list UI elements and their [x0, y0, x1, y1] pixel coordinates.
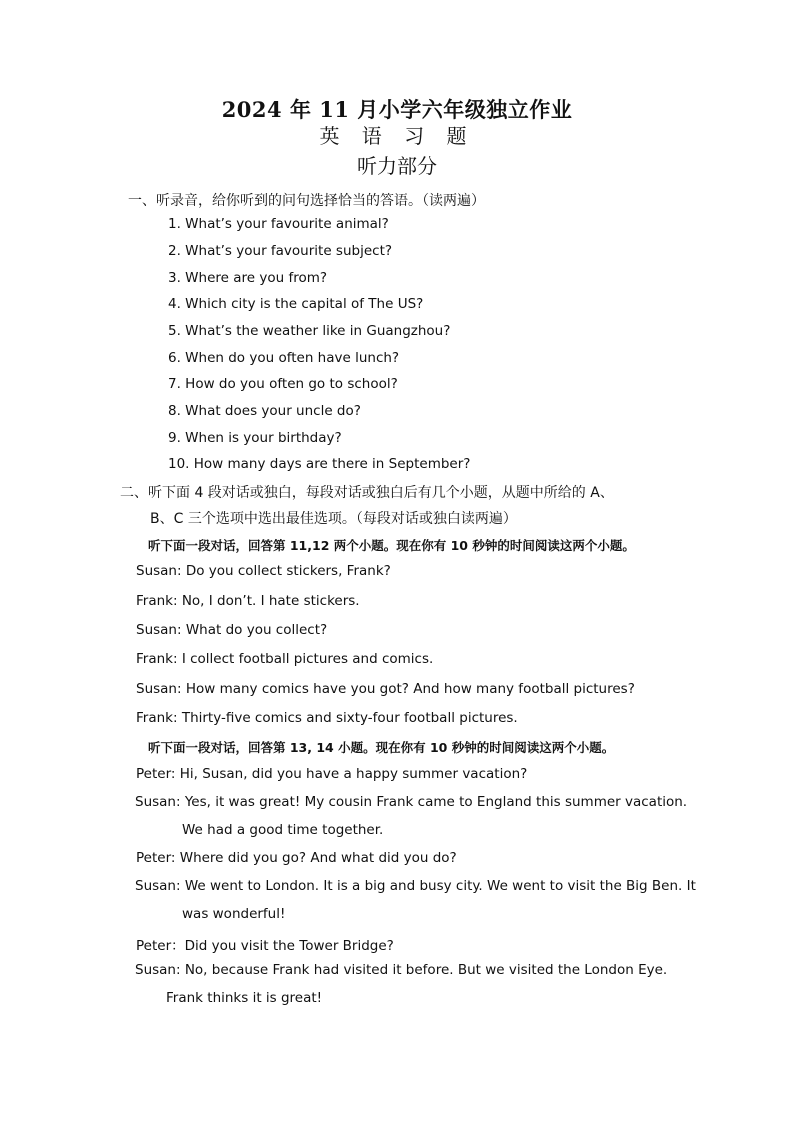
section-title: 听力部分 [357, 154, 437, 178]
dialog-line: Susan: No, because Frank had visited it before. But we visited the London Eye. [135, 962, 668, 978]
part2-heading-line2: B、C 三个选项中选出最佳选项。（每段对话或独白读两遍） [150, 511, 517, 527]
dialog-line: Frank: Thirty-five comics and sixty-four football pictures. [136, 710, 518, 726]
dialog-line: Frank thinks it is great! [166, 990, 323, 1006]
dialog-line: was wonderful! [182, 906, 286, 922]
question-item: 6. When do you often have lunch? [168, 350, 400, 366]
part2-heading-line1: 二、听下面 4 段对话或独白，每段对话或独白后有几个小题，从题中所给的 A、 [120, 485, 614, 501]
question-item: 10. How many days are there in September? [168, 456, 471, 472]
dialog-line: Susan: Do you collect stickers, Frank? [136, 563, 391, 579]
dialog2-instruction: 听下面一段对话，回答第 13, 14 小题。现在你有 10 秒钟的时间阅读这两个小题。 [148, 740, 615, 755]
dialog-line: Peter: Where did you go? And what did you do? [136, 850, 457, 866]
dialog-line: Susan: We went to London. It is a big and busy city. We went to visit the Big Ben. It [135, 878, 696, 894]
question-item: 4. Which city is the capital of The US? [168, 296, 424, 312]
dialog-line: Peter：Did you visit the Tower Bridge? [136, 938, 394, 954]
part1-heading: 一、听录音，给你听到的问句选择恰当的答语。（读两遍） [128, 193, 485, 209]
question-item: 9. When is your birthday? [168, 430, 342, 446]
question-item: 2. What’s your favourite subject? [168, 243, 393, 259]
dialog-line: Peter: Hi, Susan, did you have a happy summer vacation? [136, 766, 528, 782]
dialog-line: Frank: No, I don’t. I hate stickers. [136, 593, 360, 609]
page-title: 2024 年 11 月小学六年级独立作业 [221, 97, 573, 122]
page-subtitle: 英 语 习 题 [319, 124, 475, 148]
dialog-line: Frank: I collect football pictures and comics. [136, 651, 434, 667]
dialog-line: Susan: How many comics have you got? And how many football pictures? [136, 681, 635, 697]
dialog1-instruction: 听下面一段对话，回答第 11,12 两个小题。现在你有 10 秒钟的时间阅读这两个小题。 [148, 538, 635, 553]
question-item: 1. What’s your favourite animal? [168, 216, 389, 232]
question-item: 7. How do you often go to school? [168, 376, 398, 392]
dialog-line: Susan: What do you collect? [136, 622, 328, 638]
question-item: 3. Where are you from? [168, 270, 328, 286]
dialog-line: Susan: Yes, it was great! My cousin Frank came to England this summer vacation. [135, 794, 688, 810]
dialog-line: We had a good time together. [182, 822, 384, 838]
question-item: 5. What’s the weather like in Guangzhou? [168, 323, 451, 339]
question-item: 8. What does your uncle do? [168, 403, 361, 419]
